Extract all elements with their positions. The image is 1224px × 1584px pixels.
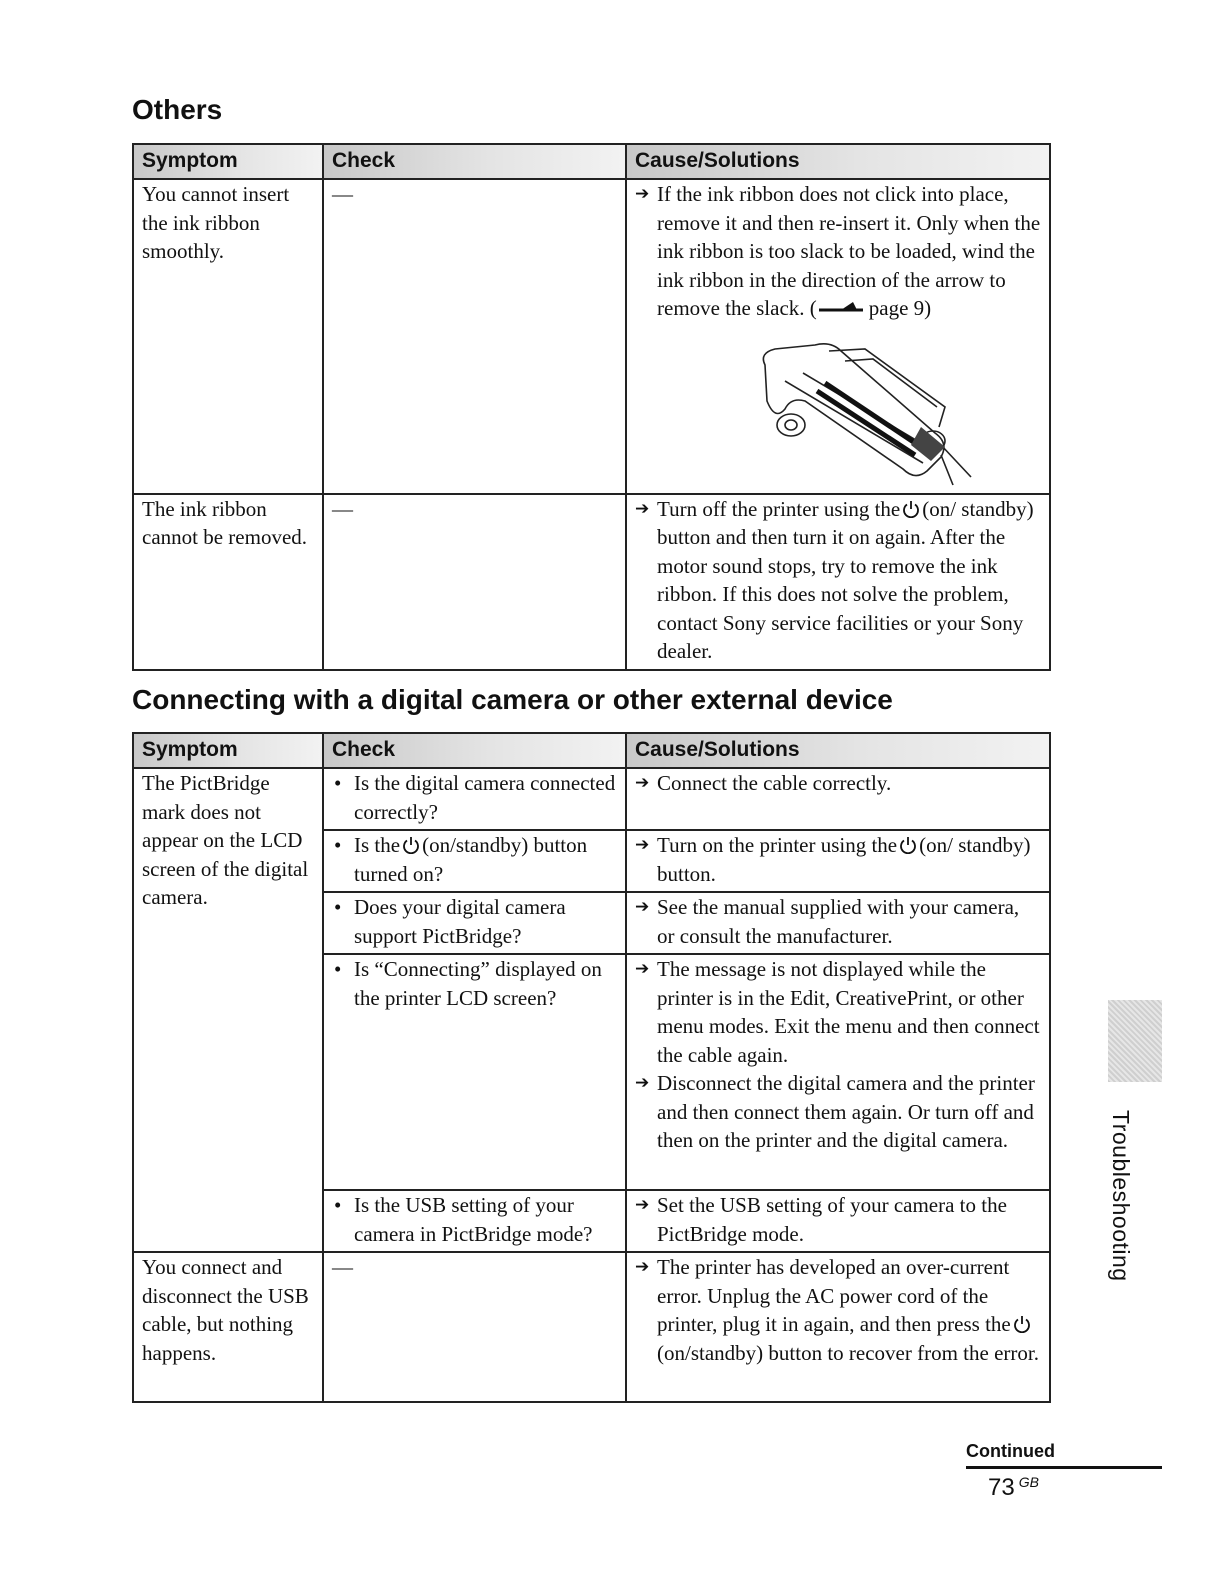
solution-text: Disconnect the digital camera and the printer and then connect them again. Or turn off and then on the printer and the digital camera. [657, 1071, 1035, 1152]
table-row [133, 768, 1050, 830]
solution-item [635, 495, 1041, 666]
solution-text: Turn off the printer using the [657, 496, 901, 521]
section-title-others: Others [132, 94, 223, 125]
header-check: Check [323, 144, 626, 179]
header-cause-solutions: Cause/Solutions [626, 144, 1050, 179]
arrow-icon: ➔ [635, 897, 650, 917]
section-title-connecting: Connecting with a digital camera or other external device [132, 684, 893, 715]
solution-item [635, 1191, 1041, 1248]
solution-cell [626, 1190, 1050, 1252]
check-cell [323, 830, 626, 892]
arrow-icon: ➔ [635, 1257, 650, 1277]
solution-text: The printer has developed an over-current error. Unplug the AC power cord of the printer, plug it in again, and then press the [657, 1255, 1011, 1336]
check-text: Does your digital camera support PictBridge? [354, 895, 566, 948]
solution-item [635, 1253, 1041, 1367]
solution-cell [626, 892, 1050, 954]
solution-text: Set the USB setting of your camera to the PictBridge mode. [657, 1193, 1007, 1246]
symptom-cell: You cannot insert the ink ribbon smoothly. [133, 179, 323, 494]
bullet-icon: • [334, 1193, 342, 1217]
check-text: (on/standby) button turned on? [354, 833, 588, 886]
solution-text: If the ink ribbon does not click into place, remove it and then re-insert it. Only when the ink ribbon is too slack to be loaded, wind the ink ribbon in the direction of the arrow to remove the slack. ( [657, 182, 1041, 320]
check-cell [323, 954, 626, 1190]
check-cell [323, 1190, 626, 1252]
table-row [133, 1252, 1050, 1402]
check-text: Is the digital camera connected correctly? [354, 771, 616, 824]
check-cell: — [323, 494, 626, 670]
solution-text: (on/ standby) button. [657, 833, 1031, 886]
page-number-value: 73 [988, 1474, 1015, 1501]
side-tab-label: Troubleshooting [1108, 1110, 1134, 1282]
check-cell [323, 768, 626, 830]
check-text: Is “Connecting” displayed on the printer LCD screen? [354, 957, 602, 1010]
solution-item [635, 955, 1041, 1069]
arrow-icon: ➔ [635, 498, 650, 519]
bullet-icon: • [334, 771, 342, 795]
solution-item [635, 893, 1041, 950]
arrow-icon: ➔ [635, 184, 650, 204]
power-icon [899, 836, 917, 854]
header-cause-solutions: Cause/Solutions [626, 733, 1050, 768]
symptom-cell: You connect and disconnect the USB cable, but nothing happens. [133, 1252, 323, 1402]
check-cell: — [323, 1252, 626, 1402]
arrow-icon: ➔ [635, 835, 650, 855]
solution-text: The message is not displayed while the printer is in the Edit, CreativePrint, or other menu modes. Exit the menu and then connect the cable again. [657, 957, 1040, 1067]
table-header-row [133, 733, 1050, 768]
symptom-cell: The PictBridge mark does not appear on the LCD screen of the digital camera. [133, 768, 323, 1252]
table-row [133, 494, 1050, 670]
check-text: Is the [354, 833, 401, 857]
table-header-row [133, 144, 1050, 179]
solution-text: Turn on the printer using the [657, 833, 898, 857]
table-row [133, 179, 1050, 494]
solution-cell [626, 954, 1050, 1190]
others-table [132, 143, 1051, 671]
check-cell [323, 892, 626, 954]
solution-item [635, 180, 1041, 323]
power-icon [402, 836, 420, 854]
connecting-table [132, 732, 1051, 1403]
solution-item [635, 769, 1041, 798]
solution-cell [626, 179, 1050, 494]
section-tab-marker [1108, 1000, 1162, 1082]
solution-cell [626, 830, 1050, 892]
solution-text: See the manual supplied with your camera, or consult the manufacturer. [657, 895, 1020, 948]
arrow-icon: ➔ [635, 773, 650, 793]
bullet-icon: • [334, 957, 342, 981]
check-cell: — [323, 179, 626, 494]
symptom-cell: The ink ribbon cannot be removed. [133, 494, 323, 670]
bullet-icon: • [334, 895, 342, 919]
arrow-icon: ➔ [635, 1073, 650, 1093]
solution-cell [626, 1252, 1050, 1402]
power-icon [1013, 1315, 1031, 1333]
page-reference-text: page 9) [868, 296, 932, 320]
bullet-icon: • [334, 833, 342, 857]
header-symptom: Symptom [133, 733, 323, 768]
arrow-icon: ➔ [635, 1195, 650, 1215]
ink-ribbon-cartridge-illustration [745, 337, 975, 487]
header-symptom: Symptom [133, 144, 323, 179]
solution-text: Connect the cable correctly. [657, 771, 892, 795]
page-reference-arrow-icon [817, 300, 869, 314]
solution-cell [626, 768, 1050, 830]
page-number [988, 1474, 1039, 1502]
solution-item [635, 1069, 1041, 1155]
power-icon [902, 500, 920, 518]
solution-cell [626, 494, 1050, 670]
check-text: Is the USB setting of your camera in PictBridge mode? [354, 1193, 593, 1246]
continued-label: Continued [966, 1441, 1162, 1469]
solution-text: (on/standby) button to recover from the error. [657, 1340, 1039, 1365]
header-check: Check [323, 733, 626, 768]
solution-item [635, 831, 1041, 888]
solution-text: (on/ standby) button and then turn it on again. After the motor sound stops, try to remove the ink ribbon. If this does not solve the problem, contact Sony service facilities or your Sony dealer. [657, 496, 1034, 663]
page-number-suffix: GB [1018, 1474, 1039, 1490]
arrow-icon: ➔ [635, 959, 650, 979]
